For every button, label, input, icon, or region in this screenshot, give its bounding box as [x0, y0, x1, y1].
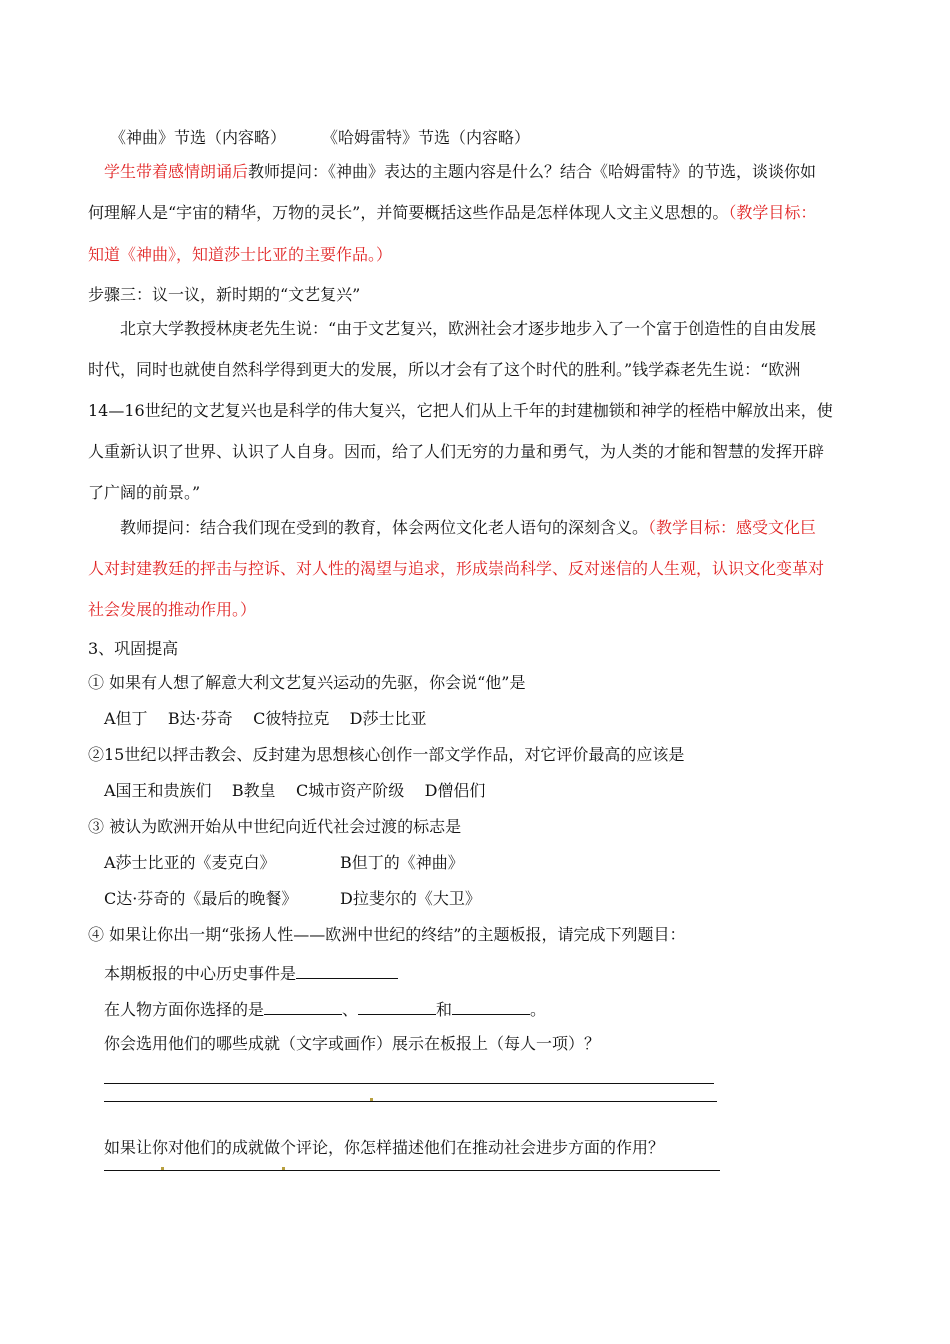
question-part-2: 何理解人是“宇宙的精华，万物的灵长”，并简要概括这些作品是怎样体现人文主义思想的。	[88, 203, 729, 222]
question-1: ① 如果有人想了解意大利文艺复兴运动的先驱，你会说“他”是	[88, 673, 526, 692]
q4-event-label: 本期板报的中心历史事件是	[104, 964, 297, 983]
question-1-options: A但丁 B达·芬奇 C彼特拉克 D莎士比亚	[104, 709, 427, 728]
scan-speck	[370, 1098, 373, 1101]
person-1-blank[interactable]	[264, 996, 342, 1015]
goal2-start: （教学目标：感受文化巨	[648, 518, 817, 537]
goal2-line-2: 人对封建教廷的抨击与控诉、对人性的渴望与追求，形成崇尚科学、反对迷信的人生观，认识文化变革对	[88, 559, 825, 578]
question-3: ③ 被认为欧洲开始从中世纪向近代社会过渡的标志是	[88, 817, 462, 836]
q4-separator: 、	[342, 1000, 359, 1019]
hamlet-excerpt: 《哈姆雷特》节选（内容略）	[322, 128, 531, 147]
answer-line-2[interactable]	[104, 1101, 717, 1102]
teaching-goal-start: （教学目标：	[728, 203, 817, 222]
works-excerpt-line	[110, 126, 530, 150]
divine-comedy-excerpt: 《神曲》节选（内容略）	[110, 128, 287, 147]
answer-line-1[interactable]	[104, 1083, 714, 1084]
quote-line-5: 了广阔的前景。”	[88, 483, 201, 502]
question-3-option-a: A莎士比亚的《麦克白》	[104, 853, 276, 872]
q4-and: 和	[436, 1000, 453, 1019]
teaching-goal-line: 知道《神曲》，知道莎士比亚的主要作品。）	[88, 245, 393, 264]
question-3-option-c: C达·芬奇的《最后的晚餐》	[104, 889, 298, 908]
q4-people-line	[104, 996, 546, 1022]
question-3-option-d: D拉斐尔的《大卫》	[340, 889, 481, 908]
person-2-blank[interactable]	[358, 996, 436, 1015]
q4-people-label: 在人物方面你选择的是	[104, 1000, 265, 1019]
q4-evaluate-prompt: 如果让你对他们的成就做个评论，你怎样描述他们在推动社会进步方面的作用？	[104, 1138, 665, 1157]
section3-heading: 3、巩固提高	[88, 639, 179, 658]
question-2: ②15世纪以抨击教会、反封建为思想核心创作一部文学作品，对它评价最高的应该是	[88, 745, 685, 764]
question-part-1: 教师提问：《神曲》表达的主题内容是什么？结合《哈姆雷特》的节选，谈谈你如	[248, 162, 817, 181]
red-lead-text: 学生带着感情朗诵后	[104, 162, 249, 181]
event-answer-blank[interactable]	[296, 960, 398, 979]
teacher-question-line-2	[88, 201, 816, 225]
quote-line-1: 北京大学教授林庚老先生说：“由于文艺复兴，欧洲社会才逐步地步入了一个富于创造性的自由发展	[120, 319, 817, 338]
scan-speck	[282, 1167, 285, 1170]
answer-line-3[interactable]	[104, 1170, 720, 1171]
teacher-question-2	[120, 516, 816, 540]
teacher-question-line-1	[104, 160, 816, 184]
question-4: ④ 如果让你出一期“张扬人性——欧洲中世纪的终结”的主题板报，请完成下列题目：	[88, 925, 686, 944]
scan-speck	[161, 1167, 164, 1170]
quote-line-3: 14—16世纪的文艺复兴也是科学的伟大复兴，它把人们从上千年的封建枷锁和神学的桎梏中解放出来，使	[88, 401, 833, 420]
quote-line-4: 人重新认识了世界、认识了人自身。因而，给了人们无穷的力量和勇气，为人类的才能和智慧的发挥开辟	[88, 442, 825, 461]
q4-achievements-prompt: 你会选用他们的哪些成就（文字或画作）展示在板报上（每人一项）？	[104, 1034, 601, 1053]
goal2-line-3: 社会发展的推动作用。）	[88, 600, 257, 619]
step3-heading: 步骤三：议一议，新时期的“文艺复兴”	[88, 285, 361, 304]
question-2-options: A国王和贵族们 B教皇 C城市资产阶级 D僧侣们	[104, 781, 486, 800]
q4-end-period: 。	[530, 1000, 547, 1019]
teacher-question-2-text: 教师提问：结合我们现在受到的教育，体会两位文化老人语句的深刻含义。	[120, 518, 649, 537]
quote-line-2: 时代，同时也就使自然科学得到更大的发展，所以才会有了这个时代的胜利。”钱学森老先生说：“欧洲	[88, 360, 801, 379]
question-3-option-b: B但丁的《神曲》	[340, 853, 464, 872]
person-3-blank[interactable]	[452, 996, 530, 1015]
q4-event-line	[104, 960, 398, 986]
